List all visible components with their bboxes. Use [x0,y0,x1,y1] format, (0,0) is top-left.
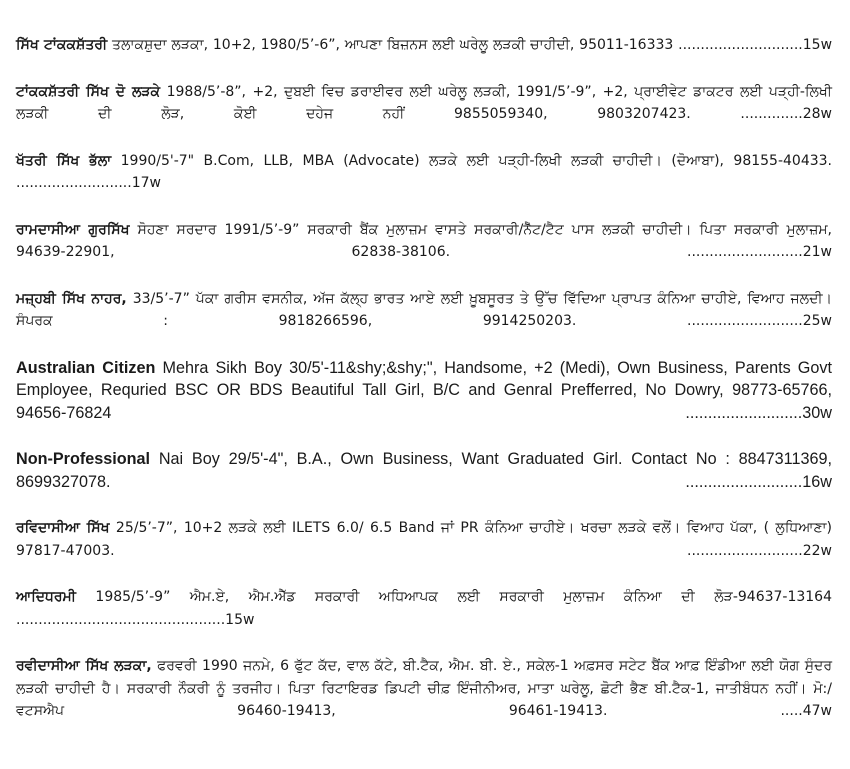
ad-leader-dots: .......................... [685,403,803,422]
ad-text: ਫਰਵਰੀ 1990 ਜਨਮੇ, 6 ਫੁੱਟ ਕੱਦ, ਵਾਲ ਕੱਟੇ, ਬੀ.ਟੈਕ, ਐਮ. ਬੀ. ਏ., ਸਕੇਲ-1 ਅਫ਼ਸਰ ਸਟੇਟ ਬੈਂਕ ਆਫ਼ ਇੰਡੀਆ ਲਈ ਯੋਗ ਸੁੰਦਰ ਲੜਕੀ ਚਾਹੀਦੀ ਹੈ। ਸਰਕਾਰੀ ਨੌਕਰੀ ਨੂੰ ਤਰਜੀਹ। ਪਿਤਾ ਰਿਟਾਇਰਡ ਡਿਪਟੀ ਚੀਫ਼ ਇੰਜੀਨੀਅਰ, ਮਾਤਾ ਘਰੇਲੂ, ਛੋਟੀ ਭੈਣ ਬੀ.ਟੈਕ-1, ਜਾਤੀਬੰਧਨ ਨਹੀਂ। ਮੋ:/ਵਟਸਐਪ 96460-19413, 96461-19413. [16,658,833,719]
ad-heading: ਟਾਂਕਕਸ਼ੱਤਰੀ ਸਿੱਖ ਦੋ ਲੜਕੇ [16,83,161,100]
ad-heading: ਮਜ਼੍ਹਬੀ ਸਿੱਖ ਨਾਹਰ, [16,290,127,307]
matrimonial-ad [16,448,832,493]
matrimonial-ad [16,150,832,195]
ad-code: 15w [225,611,255,628]
ad-text: Nai Boy 29/5'-4", B.A., Own Business, Want Graduated Girl. Contact No : 8847311369, 8699327078. [16,450,832,491]
ad-leader-dots: .......................... [687,244,803,260]
ad-code: 28w [802,106,832,122]
classified-ads-column [16,34,832,747]
ad-leader-dots: .......................... [685,472,803,491]
ad-heading: Non-Professional [16,450,151,468]
ad-heading: ਆਦਿਧਰਮੀ [16,589,76,605]
ad-text: 33/5’-7” ਪੱਕਾ ਗਰੀਸ ਵਸਨੀਕ, ਅੱਜ ਕੱਲ੍ਹ ਭਾਰਤ ਆਏ ਲਈ ਖ਼ੂਬਸੂਰਤ ਤੇ ਉੱਚ ਵਿੱਦਿਆ ਪ੍ਰਾਪਤ ਕੰਨਿਆ ਚਾਹੀਏ, ਵਿਆਹ ਜਲਦੀ। ਸੰਪਰਕ : 9818266596, 9914250203. [16,290,832,329]
ad-leader-dots: .......................... [16,175,132,191]
ad-leader-dots: ............................ [678,37,803,53]
ad-leader-dots: ..... [780,703,803,719]
ad-text: 25/5’-7”, 10+2 ਲੜਕੇ ਲਈ ILETS 6.0/ 6.5 Band ਜਾਂ PR ਕੰਨਿਆ ਚਾਹੀਏ। ਖਰਚਾ ਲੜਕੇ ਵਲੋਂ। ਵਿਆਹ ਪੱਕਾ, ( ਲੁਧਿਆਣਾ) 97817-47003. [16,520,833,559]
matrimonial-ad [16,655,832,723]
ad-leader-dots: .......................... [687,542,803,559]
ad-code: 22w [802,542,832,559]
ad-text: 1988/5’-8”, +2, ਦੁਬਈ ਵਿਚ ਡਰਾਈਵਰ ਲਈ ਘਰੇਲੂ ਲੜਕੀ, 1991/5’-9”, +2, ਪ੍ਰਾਈਵੇਟ ਡਾਕਟਰ ਲਈ ਪੜ੍ਹੀ-ਲਿਖੀ ਲੜਕੀ ਦੀ ਲੋੜ, ਕੋਈ ਦਹੇਜ ਨਹੀਂ 9855059340, 9803207423. [16,83,833,122]
ad-leader-dots: .......................... [687,313,803,329]
ad-heading: ਸਿੱਖ ਟਾਂਕਕਸ਼ੱਤਰੀ [16,37,108,53]
ad-code: 15w [802,37,833,53]
matrimonial-ad [16,517,832,562]
matrimonial-ad [16,219,832,264]
ad-code: 47w [802,703,832,719]
ad-heading: ਰਾਮਦਾਸੀਆ ਗੁਰਸਿੱਖ [16,221,130,238]
ad-leader-dots: ............................................... [16,611,226,628]
ad-text: 1985/5’-9” ਐਮ.ਏ, ਐਮ.ਐੱਡ ਸਰਕਾਰੀ ਅਧਿਆਪਕ ਲਈ ਸਰਕਾਰੀ ਮੁਲਾਜ਼ਮ ਕੰਨਿਆ ਦੀ ਲੋੜ-94637-13164 [95,589,832,605]
ad-code: 16w [802,472,832,491]
matrimonial-ad [16,357,832,425]
ad-code: 25w [802,313,832,329]
ad-code: 30w [802,403,832,422]
ad-heading: ਰਵੀਦਾਸੀਆ ਸਿੱਖ ਲੜਕਾ, [16,658,152,674]
ad-text: ਤਲਾਕਸ਼ੁਦਾ ਲੜਕਾ, 10+2, 1980/5’-6”, ਆਪਣਾ ਬਿਜ਼ਨਸ ਲਈ ਘਰੇਲੂ ਲੜਕੀ ਚਾਹੀਦੀ, 95011-16333 [112,37,674,53]
ad-heading: Australian Citizen [16,358,156,377]
ad-leader-dots: .............. [740,106,803,122]
ad-heading: ਰਵਿਦਾਸੀਆ ਸਿੱਖ [16,520,110,536]
ad-code: 21w [802,244,832,260]
ad-heading: ਖੱਤਰੀ ਸਿੱਖ ਭੱਲਾ [16,152,112,169]
matrimonial-ad [16,34,832,57]
matrimonial-ad [16,81,832,126]
ad-text: Mehra Sikh Boy 30/5'-11&shy;&shy;", Handsome, +2 (Medi), Own Business, Parents Govt Employee, Requried BSC OR BDS Beautiful Tall Girl, B/C and Genral Prefferred, No Dowry, 98773-65766, 94656-76824 [16,358,832,422]
ad-text: ਸੋਹਣਾ ਸਰਦਾਰ 1991/5’-9” ਸਰਕਾਰੀ ਬੈਂਕ ਮੁਲਾਜ਼ਮ ਵਾਸਤੇ ਸਰਕਾਰੀ/ਨੈੱਟ/ਟੈਟ ਪਾਸ ਲੜਕੀ ਚਾਹੀਦੀ। ਪਿਤਾ ਸਰਕਾਰੀ ਮੁਲਾਜ਼ਮ, 94639-22901, 62838-38106. [16,221,833,260]
ad-text: 1990/5'-7" B.Com, LLB, MBA (Advocate) ਲੜਕੇ ਲਈ ਪੜ੍ਹੀ-ਲਿਖੀ ਲੜਕੀ ਚਾਹੀਦੀ। (ਦੋਆਬਾ), 98155-40433. [120,152,832,169]
matrimonial-ad [16,288,832,333]
matrimonial-ad [16,586,832,631]
ad-code: 17w [131,175,161,191]
